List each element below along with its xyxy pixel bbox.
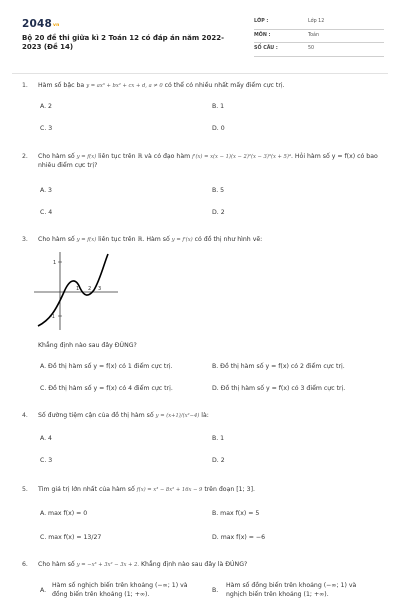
option-b[interactable]: B. Đồ thị hàm số y = f(x) có 2 điểm cực trị. [212,363,345,370]
question-5 [22,486,382,546]
text-part: Cho hàm số [38,153,75,160]
label-x3: 3 [98,286,102,292]
question-text [38,561,380,570]
label-y-bottom: -1 [50,314,55,320]
option-c[interactable]: C. max f(x) = 13/27 [40,534,102,541]
meta-row-class [254,16,384,30]
question-1 [22,82,382,142]
logo-suffix: vn [53,23,60,28]
option-d[interactable]: D. 2 [212,457,225,464]
option-d[interactable]: D. Đồ thị hàm số y = f(x) có 3 điểm cực trị. [212,385,346,392]
text-part: Cho hàm số [38,561,75,568]
text-part: Tìm giá trị lớn nhất của hàm số [38,486,135,493]
option-d[interactable]: D. 2 [212,209,225,216]
label-x2: 2 [88,286,92,292]
option-c[interactable]: C. Đồ thị hàm số y = f(x) có 4 điểm cực trị. [40,385,173,392]
option-a[interactable]: A. 4 [40,435,52,442]
formula: y = −x³ + 3x² − 3x + 2. [76,562,140,568]
question-number: 6. [22,561,28,568]
option-d[interactable]: D. max f(x) = −6 [212,534,266,541]
label-y-top: 1 [53,260,57,266]
text-part: Hàm số bậc ba [38,82,85,89]
question-number: 5. [22,486,28,493]
question-number: 3. [22,236,28,243]
logo-text: 2048 [22,18,53,30]
meta-row-count [254,43,384,57]
meta-value: Lớp 12 [308,19,325,24]
formula: f'(x) = x(x − 1)(x − 2)²(x − 3)³(x + 5)⁴ [192,154,291,160]
formula: y = (x+1)/(x²−4) [155,413,200,419]
site-logo[interactable] [22,18,60,30]
document-title: Bộ 20 đề thi giữa kì 2 Toán 12 có đáp án năm 2022-2023 (Đề 14) [22,34,224,51]
question-4 [22,412,382,472]
option-b[interactable]: B. max f(x) = 5 [212,510,260,517]
text-part: Khẳng định nào sau đây là ĐÚNG? [141,561,248,568]
option-a[interactable]: A. Đồ thị hàm số y = f(x) có 1 điểm cực trị. [40,363,173,370]
text-part: có thể có nhiều nhất mấy điểm cực trị. [164,82,285,89]
option-a[interactable]: A. 2 [40,103,52,110]
option-b-letter[interactable]: B. [212,587,219,594]
text-part: liên tục trên ℝ và có đạo hàm [98,153,191,160]
formula: y = f(x) [76,237,97,243]
question-text [38,236,380,245]
option-a-letter[interactable]: A. [40,587,47,594]
question-statement: Khẳng định nào sau đây ĐÚNG? [38,342,137,349]
meta-label: MÔN : [254,32,271,38]
option-c[interactable]: C. 4 [40,209,53,216]
option-d[interactable]: D. 0 [212,125,225,132]
question-number: 4. [22,412,28,419]
meta-value: 50 [308,46,315,51]
question-number: 2. [22,153,28,160]
formula: f(x) = x³ − 8x² + 16x − 9 [136,487,203,493]
option-b[interactable]: B. 5 [212,187,225,194]
option-a[interactable]: A. max f(x) = 0 [40,510,88,517]
question-text: Cho hàm số y = f(x) liên tục trên ℝ và có đạo hàm f'(x) = x(x − 1)(x − 2)²(x − 3)³(x + 5)⁴. Hỏi hàm số y = f(x) có bao nhiêu điểm cực trị? [38,153,378,169]
label-x1: 1 [76,286,80,292]
question-text [38,412,380,421]
formula: y = ax³ + bx² + cx + d, a ≠ 0 [86,83,163,89]
document-header [22,14,382,68]
text-part: Hỏi hàm số y = f(x) có bao nhiêu điểm cực trị? [38,153,378,169]
option-b[interactable]: B. 1 [212,103,225,110]
text-part: trên đoạn [1; 3]. [204,486,255,493]
formula: y = f'(x) [171,237,193,243]
question-2 [22,153,382,223]
question-text [38,486,380,495]
option-c[interactable]: C. 3 [40,457,53,464]
text-part: Số đường tiệm cận của đồ thị hàm số [38,412,154,419]
option-b[interactable]: Hàm số đồng biến trên khoảng (−∞; 1) và nghịch biến trên khoảng (1; +∞). [226,582,357,598]
header-divider [12,73,388,74]
option-b[interactable]: B. 1 [212,435,225,442]
meta-row-subject [254,30,384,44]
meta-label: LỚP : [254,19,269,24]
meta-value: Toán [308,32,320,38]
option-a[interactable]: Hàm số nghịch biến trên khoảng (−∞; 1) và đồng biến trên khoảng (1; +∞). [52,582,188,598]
meta-label: SỐ CÂU : [254,46,278,51]
text-part: có đồ thị như hình vẽ: [194,236,263,243]
meta-table [254,16,384,57]
question-number: 1. [22,82,28,89]
formula: y = f(x) [76,154,97,160]
text-part: liên tục trên ℝ. Hàm số [98,236,170,243]
derivative-graph [30,250,120,332]
option-a[interactable]: A. 3 [40,187,52,194]
text-part: là: [201,412,209,419]
text-part: Cho hàm số [38,236,75,243]
option-c[interactable]: C. 3 [40,125,53,132]
question-text [38,82,380,91]
question-6 [22,561,382,600]
